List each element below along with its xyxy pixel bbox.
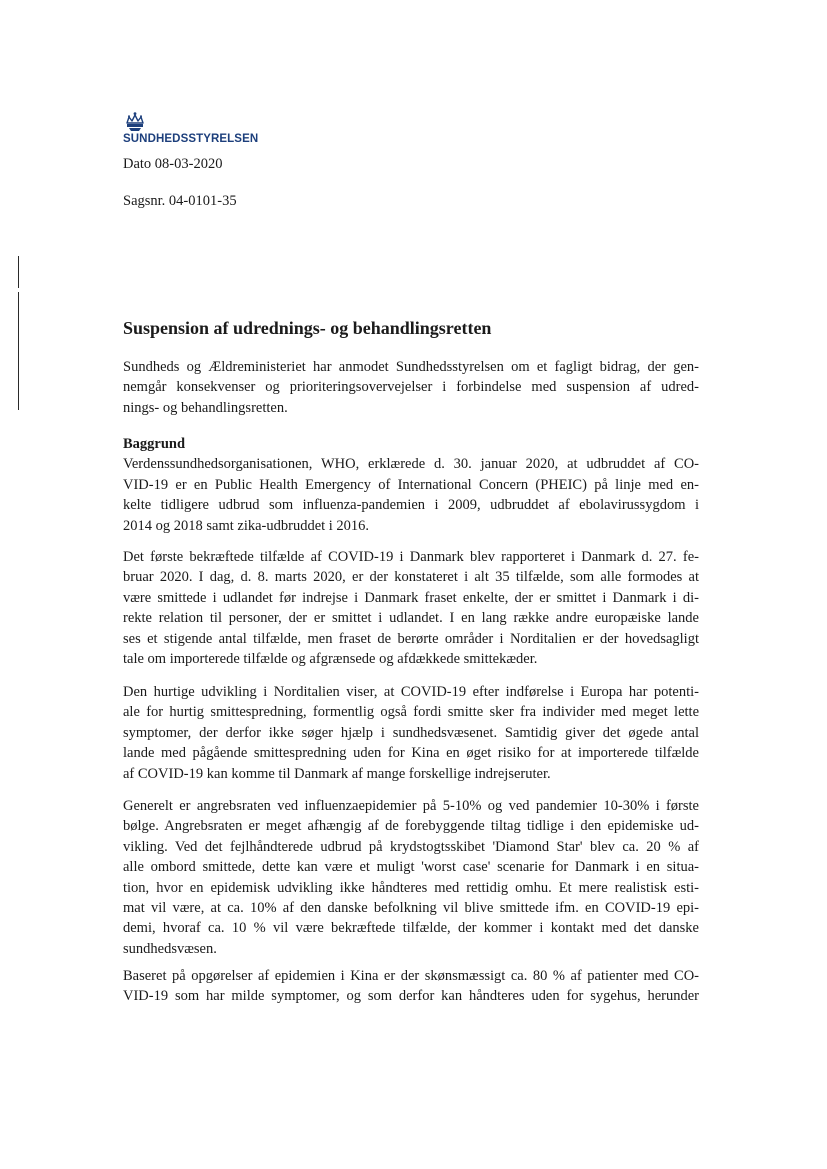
text-line: Generelt er angrebsraten ved influenzaepidemier på 5-10% og ved pandemier 10-30% i første: [123, 798, 699, 814]
text-line: bruar 2020. I dag, d. 8. marts 2020, er der konstateret i alt 35 tilfælde, som alle formodes at: [123, 569, 699, 586]
text-line: lande med pågående smittespredning uden for Kina en øget risiko for at importerede tilfælde: [123, 745, 699, 762]
text-line: Baseret på opgørelser af epidemien i Kina er der skønsmæssigt ca. 80 % af patienter med CO-: [123, 968, 699, 984]
text-line: Sundheds og Ældreministeriet har anmodet Sundhedsstyrelsen om et fagligt bidrag, der gen-: [123, 359, 699, 375]
text-line: ale for hurtig smittespredning, formentlig også fordi smitte sker fra individer med meget lette: [123, 704, 699, 721]
text-line: Verdenssundhedsorganisationen, WHO, erklærede d. 30. januar 2020, at udbruddet af CO-: [123, 456, 699, 473]
paragraph-4: [123, 796, 699, 959]
text-line: Den hurtige udvikling i Norditalien viser, at COVID-19 efter indførelse i Europa har potenti-: [123, 684, 699, 700]
margin-line-bottom: [18, 292, 19, 410]
text-line: alle ombord smittede, dette kan være et muligt 'worst case' scenarie for Danmark i en situa-: [123, 859, 699, 876]
text-line: rekte relation til personer, der er smittet i udlandet. I en lang række andre europæiske lande: [123, 610, 699, 627]
text-line: VID-19 som har milde symptomer, og som derfor kan håndteres uden for sygehus, herunder: [123, 988, 699, 1005]
crown-icon: [123, 111, 147, 133]
section-heading: Baggrund: [123, 436, 186, 452]
document-date: Dato 08-03-2020: [123, 156, 223, 172]
text-line: ses et stigende antal tilfælde, men fraset de berørte områder i Norditalien er der hovedsagligt: [123, 630, 699, 647]
text-line: tion, hvor en epidemisk udvikling ikke håndteres med rettidig omhu. Et mere realistisk esti-: [123, 879, 699, 896]
paragraph-5: [123, 966, 699, 1007]
text-line: VID-19 er en Public Health Emergency of International Concern (PHEIC) på linje med en-: [123, 476, 699, 493]
text-line: nings- og behandlingsretten.: [123, 399, 288, 416]
text-line: sundhedsvæsen.: [123, 940, 217, 957]
text-line: symptomer, der derfor ikke søger hjælp i sundhedsvæsenet. Samtidig giver det øgede antal: [123, 724, 699, 741]
text-line: nemgår konsekvenser og prioriteringsovervejelser i forbindelse med suspension af udred-: [123, 379, 699, 396]
paragraph-3: [123, 682, 699, 784]
document-title: Suspension af udrednings- og behandlingsretten: [123, 318, 492, 338]
text-line: af COVID-19 kan komme til Danmark af mange forskellige indrejseruter.: [123, 765, 551, 782]
logo-text: SUNDHEDSSTYRELSEN: [123, 133, 259, 145]
background-section: [123, 434, 699, 536]
text-line: tale om importerede tilfælde og afgrænsede og afdækkede smittekæder.: [123, 651, 538, 668]
text-line: 2014 og 2018 samt zika-udbruddet i 2016.: [123, 517, 370, 534]
text-line: demi, hvoraf ca. 10 % vil være bekræftede tilfælde, der kommer i kontakt med det danske: [123, 920, 699, 937]
text-line: kelte tidligere udbrud som influenza-pandemien i 2009, udbruddet af ebolavirussygdom i: [123, 497, 699, 514]
intro-paragraph: [123, 357, 699, 418]
text-line: være smittede i udlandet før indrejse i Danmark fraset enkelte, der er smittet i Danmark i di-: [123, 589, 699, 606]
paragraph-2: [123, 547, 699, 669]
case-number: Sagsnr. 04-0101-35: [123, 193, 237, 209]
text-line: vikling. Ved det fejlhåndterede udbrud på krydstogtsskibet 'Diamond Star' blev ca. 20 % af: [123, 838, 699, 855]
margin-line-top: [18, 256, 19, 288]
text-line: bølge. Angrebsraten er meget afhængig af de forebyggende tiltag tidlige i den epidemiske ud-: [123, 818, 699, 835]
text-line: mat vil være, at ca. 10% af den danske befolkning vil blive smittede ifm. en COVID-19 epi-: [123, 900, 699, 917]
text-line: Det første bekræftede tilfælde af COVID-19 i Danmark blev rapporteret i Danmark d. 27. fe-: [123, 549, 699, 565]
